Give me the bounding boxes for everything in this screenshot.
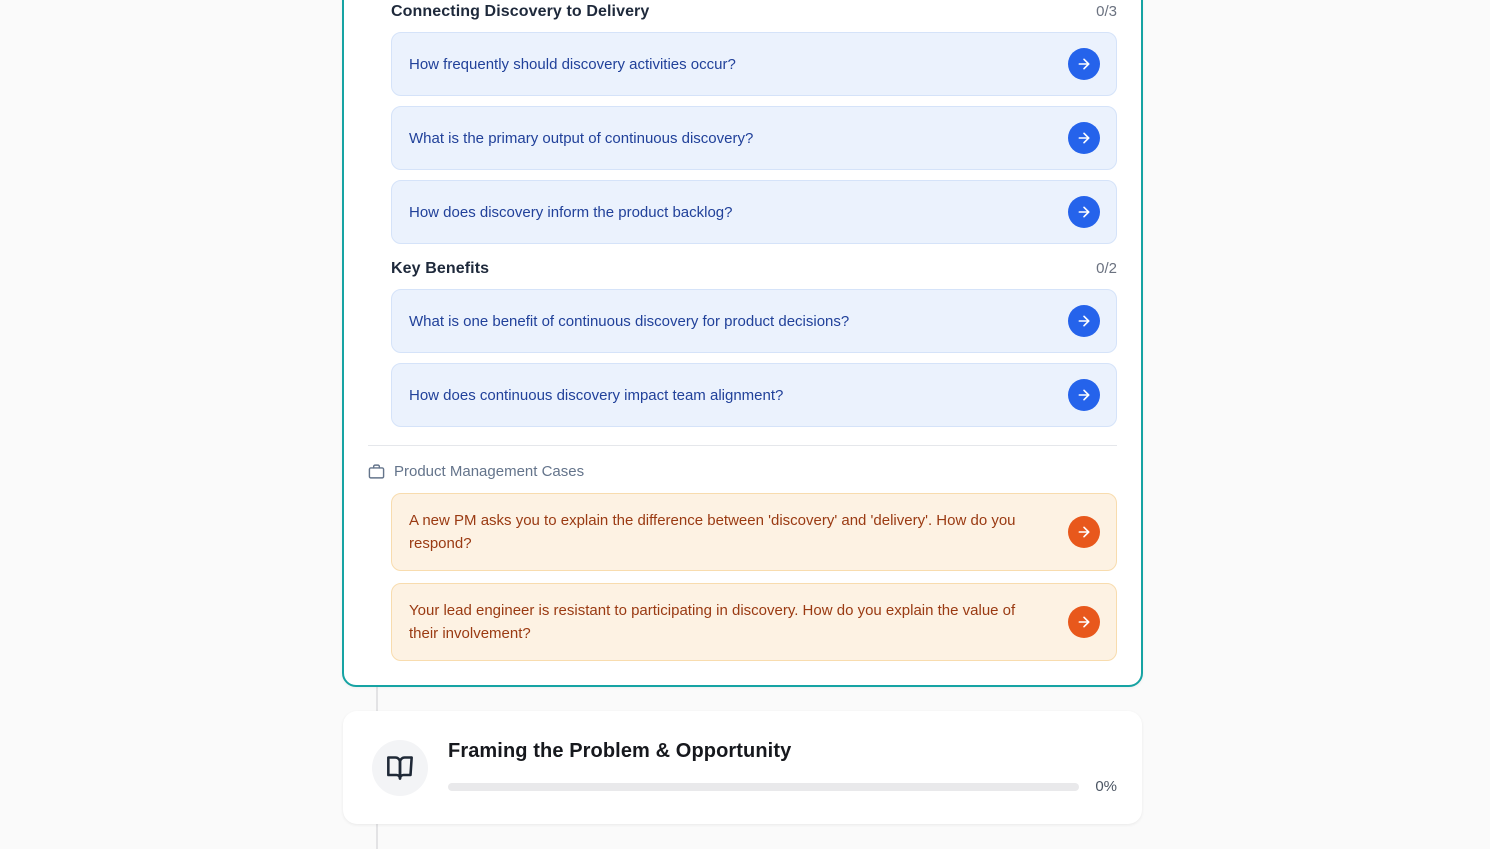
question-text: What is the primary output of continuous discovery? xyxy=(409,129,754,147)
case-card[interactable] xyxy=(391,583,1117,661)
open-question-button[interactable] xyxy=(1068,379,1100,411)
question-card[interactable] xyxy=(391,32,1117,96)
progress-bar xyxy=(448,783,1079,791)
arrow-right-icon xyxy=(1076,387,1092,403)
question-text: How does continuous discovery impact team alignment? xyxy=(409,386,784,404)
arrow-right-icon xyxy=(1076,56,1092,72)
open-case-button[interactable] xyxy=(1068,606,1100,638)
question-card[interactable] xyxy=(391,289,1117,353)
case-text: A new PM asks you to explain the difference between 'discovery' and 'delivery'. How do you respond? xyxy=(409,512,1016,552)
arrow-right-icon xyxy=(1076,204,1092,220)
arrow-right-icon xyxy=(1076,614,1092,630)
active-lesson-card xyxy=(342,0,1143,687)
open-question-button[interactable] xyxy=(1068,305,1100,337)
cases-section-header xyxy=(368,463,1117,480)
section-progress-counter: 0/3 xyxy=(1096,3,1117,20)
case-text: Your lead engineer is resistant to participating in discovery. How do you explain the value of their involvement? xyxy=(409,602,1016,642)
section-header xyxy=(391,260,1117,278)
question-text: How frequently should discovery activities occur? xyxy=(409,55,736,73)
module-icon-circle xyxy=(372,740,428,796)
progress-percent-label: 0% xyxy=(1095,778,1117,795)
section-divider xyxy=(368,445,1117,446)
case-card[interactable] xyxy=(391,493,1117,571)
question-card[interactable] xyxy=(391,106,1117,170)
arrow-right-icon xyxy=(1076,313,1092,329)
open-case-button[interactable] xyxy=(1068,516,1100,548)
open-question-button[interactable] xyxy=(1068,196,1100,228)
question-card[interactable] xyxy=(391,363,1117,427)
briefcase-icon xyxy=(368,463,385,480)
module-progress-row xyxy=(448,778,1117,795)
next-module-card[interactable] xyxy=(343,711,1142,824)
cases-section-label: Product Management Cases xyxy=(394,463,585,480)
question-text: What is one benefit of continuous discovery for product decisions? xyxy=(409,312,850,330)
open-question-button[interactable] xyxy=(1068,48,1100,80)
module-title: Framing the Problem & Opportunity xyxy=(448,740,792,762)
book-open-icon xyxy=(386,754,414,782)
arrow-right-icon xyxy=(1076,130,1092,146)
section-title: Connecting Discovery to Delivery xyxy=(391,3,650,20)
question-card[interactable] xyxy=(391,180,1117,244)
arrow-right-icon xyxy=(1076,524,1092,540)
question-text: How does discovery inform the product backlog? xyxy=(409,203,733,221)
section-header xyxy=(391,0,1117,21)
section-title: Key Benefits xyxy=(391,260,490,277)
open-question-button[interactable] xyxy=(1068,122,1100,154)
section-progress-counter: 0/2 xyxy=(1096,260,1117,277)
